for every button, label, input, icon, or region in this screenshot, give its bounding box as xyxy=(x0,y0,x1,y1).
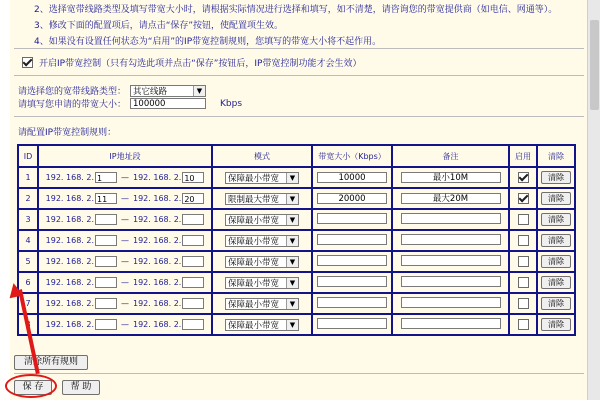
ip-prefix: 192. 168. 2. xyxy=(133,278,182,287)
enable-cell xyxy=(509,314,537,335)
vertical-scrollbar[interactable] xyxy=(587,0,600,400)
watermark xyxy=(440,354,590,394)
note-cell xyxy=(392,251,509,272)
note-input[interactable] xyxy=(401,213,501,224)
divider xyxy=(14,48,584,49)
ip-prefix: 192. 168. 2. xyxy=(45,194,94,203)
col-header-enable: 启用 xyxy=(509,145,537,167)
table-row xyxy=(18,314,575,335)
ip-end-input[interactable] xyxy=(182,256,204,267)
ip-range-cell xyxy=(38,230,212,251)
ip-dash: — xyxy=(121,320,129,329)
bandwidth-cell xyxy=(312,293,392,314)
enable-label: 开启IP带宽控制（只有勾选此项并点击“保存”按钮后，IP带宽控制功能才会生效） xyxy=(39,59,362,69)
ip-range-cell xyxy=(38,314,212,335)
help-notes xyxy=(34,2,557,50)
mode-select[interactable] xyxy=(225,172,299,184)
mode-select[interactable] xyxy=(225,298,299,310)
bandwidth-cell xyxy=(312,314,392,335)
bandwidth-cell xyxy=(312,230,392,251)
rule-id: 7 xyxy=(18,293,38,314)
note-cell xyxy=(392,293,509,314)
enable-checkbox[interactable] xyxy=(22,57,33,68)
mode-value: 保障最小带宽 xyxy=(228,215,280,226)
ip-dash: — xyxy=(121,215,129,224)
mode-value: 保障最小带宽 xyxy=(228,278,280,289)
ip-dash: — xyxy=(121,194,129,203)
bandwidth-cell xyxy=(312,209,392,230)
mode-value: 保障最小带宽 xyxy=(228,299,280,310)
ip-prefix: 192. 168. 2. xyxy=(45,173,94,182)
ip-prefix: 192. 168. 2. xyxy=(133,299,182,308)
save-button[interactable]: 保 存 xyxy=(14,380,52,395)
col-header-ip: IP地址段 xyxy=(38,145,212,167)
note-cell xyxy=(392,167,509,188)
help-button[interactable]: 帮 助 xyxy=(62,380,100,395)
rule-id: 6 xyxy=(18,272,38,293)
col-header-id: ID xyxy=(18,145,38,167)
rule-id: 4 xyxy=(18,230,38,251)
note-input[interactable] xyxy=(401,276,501,287)
table-row xyxy=(18,272,575,293)
clear-rule-button[interactable]: 清除 xyxy=(541,213,571,226)
bandwidth-value-input[interactable] xyxy=(317,213,387,224)
enable-cell xyxy=(509,230,537,251)
note-input[interactable] xyxy=(401,234,501,245)
mode-value: 保障最小带宽 xyxy=(228,320,280,331)
enable-cell xyxy=(509,251,537,272)
rule-enable-checkbox[interactable] xyxy=(518,277,529,288)
ip-range-cell xyxy=(38,209,212,230)
rule-enable-checkbox[interactable] xyxy=(518,235,529,246)
note-input[interactable]: 最大20M xyxy=(401,193,501,204)
note-4: 4、如果没有设置任何状态为“启用”的IP带宽控制规则，您填写的带宽大小将不起作用。 xyxy=(34,37,382,47)
col-header-clear: 清除 xyxy=(537,145,575,167)
table-row xyxy=(18,209,575,230)
line-type-select[interactable] xyxy=(130,85,206,97)
ip-end-input[interactable] xyxy=(182,319,204,330)
note-cell xyxy=(392,230,509,251)
note-input[interactable] xyxy=(401,297,501,308)
ip-range-cell xyxy=(38,167,212,188)
col-header-mode: 模式 xyxy=(212,145,312,167)
clear-cell xyxy=(537,167,575,188)
ip-prefix: 192. 168. 2. xyxy=(45,299,94,308)
rule-enable-checkbox[interactable] xyxy=(518,256,529,267)
bandwidth-value-input[interactable] xyxy=(317,234,387,245)
mode-cell xyxy=(212,272,312,293)
clear-rule-button[interactable]: 清除 xyxy=(541,171,571,184)
bandwidth-cell xyxy=(312,251,392,272)
chevron-down-icon: ▼ xyxy=(286,194,298,204)
ip-prefix: 192. 168. 2. xyxy=(133,236,182,245)
clear-rule-button[interactable]: 清除 xyxy=(541,255,571,268)
ip-start-input[interactable] xyxy=(95,235,117,246)
bandwidth-value-input[interactable]: 10000 xyxy=(317,172,387,183)
bandwidth-value-input[interactable] xyxy=(317,318,387,329)
rule-enable-checkbox[interactable] xyxy=(518,319,529,330)
bandwidth-unit: Kbps xyxy=(220,98,243,109)
rule-id: 5 xyxy=(18,251,38,272)
bandwidth-row xyxy=(18,97,242,110)
mode-value: 限制最大带宽 xyxy=(228,194,280,205)
mode-cell xyxy=(212,293,312,314)
bandwidth-cell xyxy=(312,188,392,209)
chevron-down-icon: ▼ xyxy=(286,299,298,309)
ip-start-input[interactable]: 11 xyxy=(95,193,117,204)
chevron-down-icon: ▼ xyxy=(286,236,298,246)
rule-id: 1 xyxy=(18,167,38,188)
bandwidth-cell xyxy=(312,272,392,293)
clear-rule-button[interactable]: 清除 xyxy=(541,234,571,247)
clear-cell xyxy=(537,209,575,230)
chevron-down-icon: ▼ xyxy=(286,320,298,330)
table-header-row xyxy=(18,145,575,167)
ip-start-input[interactable] xyxy=(95,214,117,225)
ip-prefix: 192. 168. 2. xyxy=(133,173,182,182)
table-row xyxy=(18,251,575,272)
ip-start-input[interactable] xyxy=(95,298,117,309)
note-cell xyxy=(392,314,509,335)
ip-range-cell xyxy=(38,188,212,209)
scrollbar-thumb[interactable] xyxy=(590,20,599,110)
divider xyxy=(14,75,584,76)
mode-select[interactable] xyxy=(225,235,299,247)
clear-cell xyxy=(537,272,575,293)
rule-enable-checkbox[interactable] xyxy=(518,193,529,204)
ip-end-input[interactable] xyxy=(182,298,204,309)
ip-prefix: 192. 168. 2. xyxy=(45,320,94,329)
ip-prefix: 192. 168. 2. xyxy=(133,215,182,224)
mode-cell xyxy=(212,209,312,230)
ip-start-input[interactable] xyxy=(95,319,117,330)
enable-ip-bandwidth-control xyxy=(22,56,362,69)
chevron-down-icon: ▼ xyxy=(286,215,298,225)
mode-cell xyxy=(212,188,312,209)
ip-end-input[interactable] xyxy=(182,235,204,246)
note-cell xyxy=(392,272,509,293)
col-header-note: 备注 xyxy=(392,145,509,167)
rule-enable-checkbox[interactable] xyxy=(518,172,529,183)
clear-cell xyxy=(537,188,575,209)
ip-dash: — xyxy=(121,173,129,182)
mode-cell xyxy=(212,167,312,188)
chevron-down-icon: ▼ xyxy=(286,173,298,183)
mode-select[interactable] xyxy=(225,319,299,331)
chevron-down-icon: ▼ xyxy=(286,257,298,267)
note-cell xyxy=(392,188,509,209)
table-row xyxy=(18,188,575,209)
ip-start-input[interactable] xyxy=(95,277,117,288)
col-header-bandwidth: 带宽大小（Kbps） xyxy=(312,145,392,167)
mode-cell xyxy=(212,251,312,272)
chevron-down-icon: ▼ xyxy=(286,278,298,288)
ip-prefix: 192. 168. 2. xyxy=(45,257,94,266)
ip-dash: — xyxy=(121,278,129,287)
ip-end-input[interactable]: 10 xyxy=(182,172,204,183)
clear-cell xyxy=(537,293,575,314)
enable-cell xyxy=(509,188,537,209)
enable-cell xyxy=(509,209,537,230)
bandwidth-value-input[interactable] xyxy=(317,255,387,266)
table-row xyxy=(18,230,575,251)
rule-enable-checkbox[interactable] xyxy=(518,214,529,225)
mode-select[interactable] xyxy=(225,193,299,205)
rules-title: 请配置IP带宽控制规则： xyxy=(18,128,117,138)
ip-dash: — xyxy=(121,257,129,266)
divider xyxy=(14,116,584,117)
clear-rule-button[interactable]: 清除 xyxy=(541,297,571,310)
ip-start-input[interactable] xyxy=(95,256,117,267)
table-row xyxy=(18,167,575,188)
annotation-circle xyxy=(5,374,57,398)
clear-all-rules-button[interactable]: 清除所有规则 xyxy=(14,355,88,370)
mode-select[interactable] xyxy=(225,256,299,268)
note-3: 3、修改下面的配置项后，请点击“保存”按钮，使配置项生效。 xyxy=(34,21,284,31)
rule-id: 2 xyxy=(18,188,38,209)
clear-cell xyxy=(537,230,575,251)
ip-prefix: 192. 168. 2. xyxy=(133,320,182,329)
ip-start-input[interactable]: 1 xyxy=(95,172,117,183)
mode-value: 保障最小带宽 xyxy=(228,257,280,268)
table-row xyxy=(18,293,575,314)
mode-value: 保障最小带宽 xyxy=(228,173,280,184)
bandwidth-value-input[interactable] xyxy=(317,297,387,308)
rule-enable-checkbox[interactable] xyxy=(518,298,529,309)
ip-range-cell xyxy=(38,251,212,272)
note-2: 2、选择宽带线路类型及填写带宽大小时，请根据实际情况进行选择和填写，如不清楚，请咨询您的带宽提供商（如电信、网通等）。 xyxy=(34,5,558,15)
ip-bandwidth-rules-table xyxy=(17,144,576,336)
enable-cell xyxy=(509,167,537,188)
ip-prefix: 192. 168. 2. xyxy=(45,278,94,287)
ip-end-input[interactable]: 20 xyxy=(182,193,204,204)
bandwidth-label: 请填写您申请的带宽大小： xyxy=(18,100,127,110)
ip-dash: — xyxy=(121,236,129,245)
note-input[interactable] xyxy=(401,255,501,266)
mode-cell xyxy=(212,230,312,251)
mode-cell xyxy=(212,314,312,335)
note-input[interactable]: 最小10M xyxy=(401,172,501,183)
mode-select[interactable] xyxy=(225,277,299,289)
enable-cell xyxy=(509,272,537,293)
line-type-label: 请选择您的宽带线路类型： xyxy=(18,87,127,97)
clear-cell xyxy=(537,251,575,272)
ip-prefix: 192. 168. 2. xyxy=(133,257,182,266)
ip-prefix: 192. 168. 2. xyxy=(45,236,94,245)
ip-range-cell xyxy=(38,272,212,293)
clear-rule-button[interactable]: 清除 xyxy=(541,276,571,289)
note-input[interactable] xyxy=(401,318,501,329)
ip-prefix: 192. 168. 2. xyxy=(133,194,182,203)
clear-rule-button[interactable]: 清除 xyxy=(541,318,571,331)
bandwidth-value-input[interactable]: 20000 xyxy=(317,193,387,204)
clear-cell xyxy=(537,314,575,335)
mode-select[interactable] xyxy=(225,214,299,226)
line-type-row xyxy=(18,84,206,97)
ip-range-cell xyxy=(38,293,212,314)
bandwidth-value-input[interactable] xyxy=(317,276,387,287)
chevron-down-icon: ▼ xyxy=(193,86,205,96)
ip-dash: — xyxy=(121,299,129,308)
line-type-value: 其它线路 xyxy=(133,86,168,97)
mode-value: 保障最小带宽 xyxy=(228,236,280,247)
ip-prefix: 192. 168. 2. xyxy=(45,215,94,224)
bandwidth-input[interactable]: 100000 xyxy=(130,98,206,109)
clear-rule-button[interactable]: 清除 xyxy=(541,192,571,205)
ip-end-input[interactable] xyxy=(182,214,204,225)
bandwidth-cell xyxy=(312,167,392,188)
enable-cell xyxy=(509,293,537,314)
note-cell xyxy=(392,209,509,230)
ip-end-input[interactable] xyxy=(182,277,204,288)
rule-id: 3 xyxy=(18,209,38,230)
